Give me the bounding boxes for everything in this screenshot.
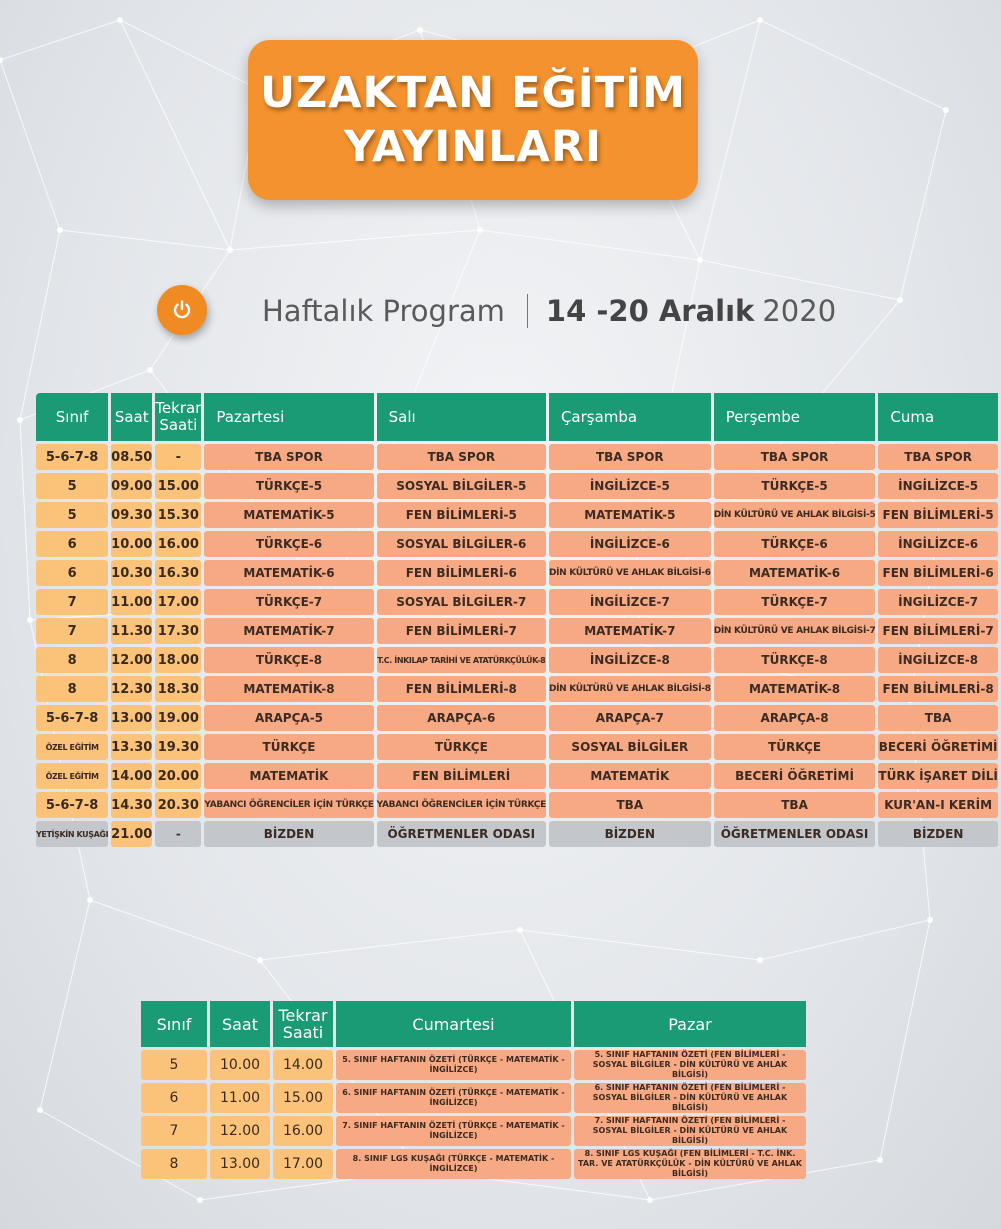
table-cell: DİN KÜLTÜRÜ VE AHLAK BİLGİSİ-6 <box>549 560 711 586</box>
table-row <box>36 531 998 557</box>
table-cell: 17.30 <box>155 618 201 644</box>
table-cell: İNGİLİZCE-8 <box>549 647 711 673</box>
table-cell: 11.30 <box>111 618 152 644</box>
table-cell: TBA <box>878 705 997 731</box>
table-cell: TÜRKÇE-8 <box>204 647 373 673</box>
table-cell: TBA SPOR <box>878 444 997 470</box>
table-cell: SOSYAL BİLGİLER-5 <box>377 473 546 499</box>
table-cell: 12.00 <box>111 647 152 673</box>
table-cell: 12.30 <box>111 676 152 702</box>
table-cell: BİZDEN <box>204 821 373 847</box>
network-line <box>760 20 946 110</box>
table-cell: SOSYAL BİLGİLER <box>549 734 711 760</box>
table-cell: TÜRKÇE-7 <box>714 589 876 615</box>
table-cell: 5 <box>36 473 108 499</box>
table-cell: MATEMATİK-7 <box>549 618 711 644</box>
column-header: Pazartesi <box>204 393 373 441</box>
table-cell: ÖĞRETMENLER ODASI <box>714 821 876 847</box>
table-row <box>36 618 998 644</box>
network-node <box>697 257 703 263</box>
table-row <box>36 734 998 760</box>
table-row <box>36 647 998 673</box>
table-cell: DİN KÜLTÜRÜ VE AHLAK BİLGİSİ-7 <box>714 618 876 644</box>
table-cell: MATEMATİK-8 <box>204 676 373 702</box>
table-cell: TBA SPOR <box>549 444 711 470</box>
table-row <box>141 1116 806 1146</box>
column-header: Perşembe <box>714 393 876 441</box>
column-header: Cumartesi <box>336 1001 571 1047</box>
network-line <box>520 930 760 960</box>
table-cell: 7 <box>36 589 108 615</box>
table-cell: 15.30 <box>155 502 201 528</box>
table-cell: 21.00 <box>111 821 152 847</box>
table-cell: TÜRKÇE-5 <box>204 473 373 499</box>
table-row <box>141 1149 806 1179</box>
column-header: Çarşamba <box>549 393 711 441</box>
table-cell: 8 <box>141 1149 207 1179</box>
network-line <box>20 420 30 620</box>
table-cell: TÜRKÇE-8 <box>714 647 876 673</box>
table-row <box>36 589 998 615</box>
table-cell: 13.30 <box>111 734 152 760</box>
title-line-2: YAYINLARI <box>343 122 603 172</box>
table-cell: TBA <box>714 792 876 818</box>
table-row <box>36 473 998 499</box>
table-cell: 13.00 <box>210 1149 270 1179</box>
table-cell: ARAPÇA-7 <box>549 705 711 731</box>
table-cell: FEN BİLİMLERİ-8 <box>878 676 997 702</box>
table-cell: TBA SPOR <box>377 444 546 470</box>
network-line <box>120 20 260 90</box>
column-header: Saat <box>111 393 152 441</box>
network-node <box>37 1107 43 1113</box>
table-cell: TÜRKÇE-6 <box>204 531 373 557</box>
network-line <box>760 920 930 960</box>
network-node <box>57 227 63 233</box>
table-cell: 10.30 <box>111 560 152 586</box>
table-row <box>141 1050 806 1080</box>
column-header: Tekrar Saati <box>155 393 201 441</box>
table-cell: 7. SINIF HAFTANIN ÖZETİ (FEN BİLİMLERİ - SOSYAL BİLGİLER - DİN KÜLTÜRÜ VE AHLAK BİLGİSİ) <box>574 1116 806 1146</box>
network-node <box>943 107 949 113</box>
table-cell: 10.00 <box>210 1050 270 1080</box>
table-cell: 6 <box>141 1083 207 1113</box>
network-line <box>120 20 230 250</box>
table-cell: YETİŞKİN KUŞAĞI <box>36 821 108 847</box>
network-line <box>60 230 230 250</box>
table-cell: İNGİLİZCE-6 <box>549 531 711 557</box>
table-cell: ÖZEL EĞİTİM <box>36 734 108 760</box>
column-header: Sınıf <box>141 1001 207 1047</box>
table-cell: 6. SINIF HAFTANIN ÖZETİ (FEN BİLİMLERİ - SOSYAL BİLGİLER - DİN KÜLTÜRÜ VE AHLAK BİLGİSİ) <box>574 1083 806 1113</box>
network-line <box>230 230 480 250</box>
network-node <box>897 297 903 303</box>
table-cell: TBA SPOR <box>714 444 876 470</box>
table-row <box>36 444 998 470</box>
table-cell: 7 <box>141 1116 207 1146</box>
table-cell: ARAPÇA-8 <box>714 705 876 731</box>
table-cell: İNGİLİZCE-7 <box>878 589 997 615</box>
table-cell: İNGİLİZCE-7 <box>549 589 711 615</box>
network-line <box>880 920 930 1160</box>
table-cell: 19.00 <box>155 705 201 731</box>
table-cell: 09.00 <box>111 473 152 499</box>
table-cell: KUR'AN-I KERİM <box>878 792 997 818</box>
table-cell: MATEMATİK <box>549 763 711 789</box>
table-cell: TÜRKÇE <box>714 734 876 760</box>
weekday-schedule-table <box>33 390 1001 850</box>
table-cell: 7 <box>36 618 108 644</box>
schedule-subtitle <box>262 290 836 332</box>
column-header: Cuma <box>878 393 997 441</box>
table-cell: FEN BİLİMLERİ-6 <box>878 560 997 586</box>
table-cell: TÜRKÇE <box>377 734 546 760</box>
table-cell: 5. SINIF HAFTANIN ÖZETİ (TÜRKÇE - MATEMATİK - İNGİLİZCE) <box>336 1050 571 1080</box>
title-banner <box>248 40 698 200</box>
table-row <box>36 560 998 586</box>
table-cell: 7. SINIF HAFTANIN ÖZETİ (TÜRKÇE - MATEMATİK - İNGİLİZCE) <box>336 1116 571 1146</box>
network-node <box>757 957 763 963</box>
table-cell: SOSYAL BİLGİLER-7 <box>377 589 546 615</box>
weekend-schedule-table <box>138 998 809 1182</box>
table-cell: 5-6-7-8 <box>36 705 108 731</box>
network-line <box>480 230 700 260</box>
table-cell: MATEMATİK-7 <box>204 618 373 644</box>
table-cell: YABANCI ÖĞRENCİLER İÇİN TÜRKÇE <box>377 792 546 818</box>
table-row <box>36 705 998 731</box>
column-header: Sınıf <box>36 393 108 441</box>
network-line <box>700 20 760 260</box>
table-cell: 18.00 <box>155 647 201 673</box>
table-cell: FEN BİLİMLERİ-5 <box>878 502 997 528</box>
subtitle-program: Haftalık Program <box>262 294 505 328</box>
table-cell: MATEMATİK <box>204 763 373 789</box>
table-cell: BECERİ ÖĞRETİMİ <box>714 763 876 789</box>
table-cell: TBA SPOR <box>204 444 373 470</box>
table-cell: 12.00 <box>210 1116 270 1146</box>
column-header: Pazar <box>574 1001 806 1047</box>
table-cell: 14.00 <box>273 1050 333 1080</box>
table-cell: 14.30 <box>111 792 152 818</box>
table-cell: YABANCI ÖĞRENCİLER İÇİN TÜRKÇE <box>204 792 373 818</box>
table-cell: FEN BİLİMLERİ-8 <box>377 676 546 702</box>
column-header: Tekrar Saati <box>273 1001 333 1047</box>
column-header: Salı <box>377 393 546 441</box>
table-cell: 11.00 <box>111 589 152 615</box>
table-cell: 18.30 <box>155 676 201 702</box>
table-cell: DİN KÜLTÜRÜ VE AHLAK BİLGİSİ-5 <box>714 502 876 528</box>
table-cell: 20.00 <box>155 763 201 789</box>
table-cell: - <box>155 821 201 847</box>
subtitle-year: 2020 <box>762 294 837 328</box>
network-node <box>87 897 93 903</box>
table-row <box>36 821 998 847</box>
power-icon[interactable] <box>157 285 207 335</box>
table-cell: BİZDEN <box>878 821 997 847</box>
network-line <box>900 110 946 300</box>
table-cell: FEN BİLİMLERİ-6 <box>377 560 546 586</box>
table-cell: İNGİLİZCE-6 <box>878 531 997 557</box>
network-node <box>757 17 763 23</box>
table-cell: 6. SINIF HAFTANIN ÖZETİ (TÜRKÇE - MATEMATİK - İNGİLİZCE) <box>336 1083 571 1113</box>
network-node <box>147 367 153 373</box>
table-cell: 17.00 <box>273 1149 333 1179</box>
table-cell: MATEMATİK-6 <box>714 560 876 586</box>
table-cell: 14.00 <box>111 763 152 789</box>
table-row <box>36 792 998 818</box>
table-cell: BİZDEN <box>549 821 711 847</box>
table-cell: 16.00 <box>273 1116 333 1146</box>
table-cell: ARAPÇA-5 <box>204 705 373 731</box>
table-cell: ÖĞRETMENLER ODASI <box>377 821 546 847</box>
table-cell: 16.30 <box>155 560 201 586</box>
network-node <box>477 227 483 233</box>
network-line <box>40 900 90 1110</box>
table-cell: 15.00 <box>155 473 201 499</box>
network-line <box>0 20 120 60</box>
table-cell: ÖZEL EĞİTİM <box>36 763 108 789</box>
table-cell: 5-6-7-8 <box>36 792 108 818</box>
table-cell: İNGİLİZCE-5 <box>549 473 711 499</box>
table-cell: 8. SINIF LGS KUŞAĞI (TÜRKÇE - MATEMATİK - İNGİLİZCE) <box>336 1149 571 1179</box>
table-cell: 17.00 <box>155 589 201 615</box>
table-row <box>36 502 998 528</box>
table-cell: 15.00 <box>273 1083 333 1113</box>
table-cell: 08.50 <box>111 444 152 470</box>
table-cell: İNGİLİZCE-8 <box>878 647 997 673</box>
table-cell: MATEMATİK-5 <box>549 502 711 528</box>
table-row <box>141 1083 806 1113</box>
table-cell: TÜRKÇE-7 <box>204 589 373 615</box>
table-cell: 6 <box>36 531 108 557</box>
table-cell: 10.00 <box>111 531 152 557</box>
network-node <box>17 417 23 423</box>
network-node <box>417 27 423 33</box>
table-cell: BECERİ ÖĞRETİMİ <box>878 734 997 760</box>
title-line-1: UZAKTAN EĞİTİM <box>260 68 686 118</box>
network-node <box>877 1157 883 1163</box>
table-cell: 09.30 <box>111 502 152 528</box>
network-node <box>257 957 263 963</box>
table-cell: - <box>155 444 201 470</box>
table-cell: TÜRKÇE-6 <box>714 531 876 557</box>
table-cell: 16.00 <box>155 531 201 557</box>
network-node <box>197 1197 203 1203</box>
network-node <box>227 247 233 253</box>
table-cell: 20.30 <box>155 792 201 818</box>
table-cell: 5 <box>36 502 108 528</box>
table-cell: 8. SINIF LGS KUŞAĞI (FEN BİLİMLERİ - T.C. İNK. TAR. VE ATATÜRKÇÜLÜK - DİN KÜLTÜRÜ VE AHLAK BİLGİSİ) <box>574 1149 806 1179</box>
table-cell: 5. SINIF HAFTANIN ÖZETİ (FEN BİLİMLERİ - SOSYAL BİLGİLER - DİN KÜLTÜRÜ VE AHLAK BİLGİSİ) <box>574 1050 806 1080</box>
table-cell: ARAPÇA-6 <box>377 705 546 731</box>
table-cell: 11.00 <box>210 1083 270 1113</box>
network-node <box>0 57 3 63</box>
table-row <box>36 763 998 789</box>
table-cell: FEN BİLİMLERİ <box>377 763 546 789</box>
table-cell: 6 <box>36 560 108 586</box>
subtitle-dates: 14 -20 Aralık <box>545 294 755 328</box>
table-cell: MATEMATİK-6 <box>204 560 373 586</box>
network-node <box>927 917 933 923</box>
table-cell: TÜRKÇE-5 <box>714 473 876 499</box>
network-node <box>647 1197 653 1203</box>
table-cell: İNGİLİZCE-5 <box>878 473 997 499</box>
network-node <box>517 927 523 933</box>
table-cell: 8 <box>36 647 108 673</box>
table-cell: 8 <box>36 676 108 702</box>
network-line <box>90 900 260 960</box>
subtitle-divider <box>527 294 528 328</box>
table-cell: 5 <box>141 1050 207 1080</box>
network-line <box>260 930 520 960</box>
table-cell: MATEMATİK-8 <box>714 676 876 702</box>
table-cell: 5-6-7-8 <box>36 444 108 470</box>
table-cell: TÜRKÇE <box>204 734 373 760</box>
network-line <box>0 60 60 230</box>
network-node <box>117 17 123 23</box>
table-cell: MATEMATİK-5 <box>204 502 373 528</box>
table-cell: 19.30 <box>155 734 201 760</box>
table-cell: FEN BİLİMLERİ-7 <box>878 618 997 644</box>
table-cell: T.C. İNKILAP TARİHİ VE ATATÜRKÇÜLÜK-8 <box>377 647 546 673</box>
table-cell: TÜRK İŞARET DİLİ <box>878 763 997 789</box>
table-cell: SOSYAL BİLGİLER-6 <box>377 531 546 557</box>
table-cell: TBA <box>549 792 711 818</box>
table-cell: 13.00 <box>111 705 152 731</box>
table-cell: DİN KÜLTÜRÜ VE AHLAK BİLGİSİ-8 <box>549 676 711 702</box>
table-cell: FEN BİLİMLERİ-7 <box>377 618 546 644</box>
table-cell: FEN BİLİMLERİ-5 <box>377 502 546 528</box>
table-row <box>36 676 998 702</box>
column-header: Saat <box>210 1001 270 1047</box>
